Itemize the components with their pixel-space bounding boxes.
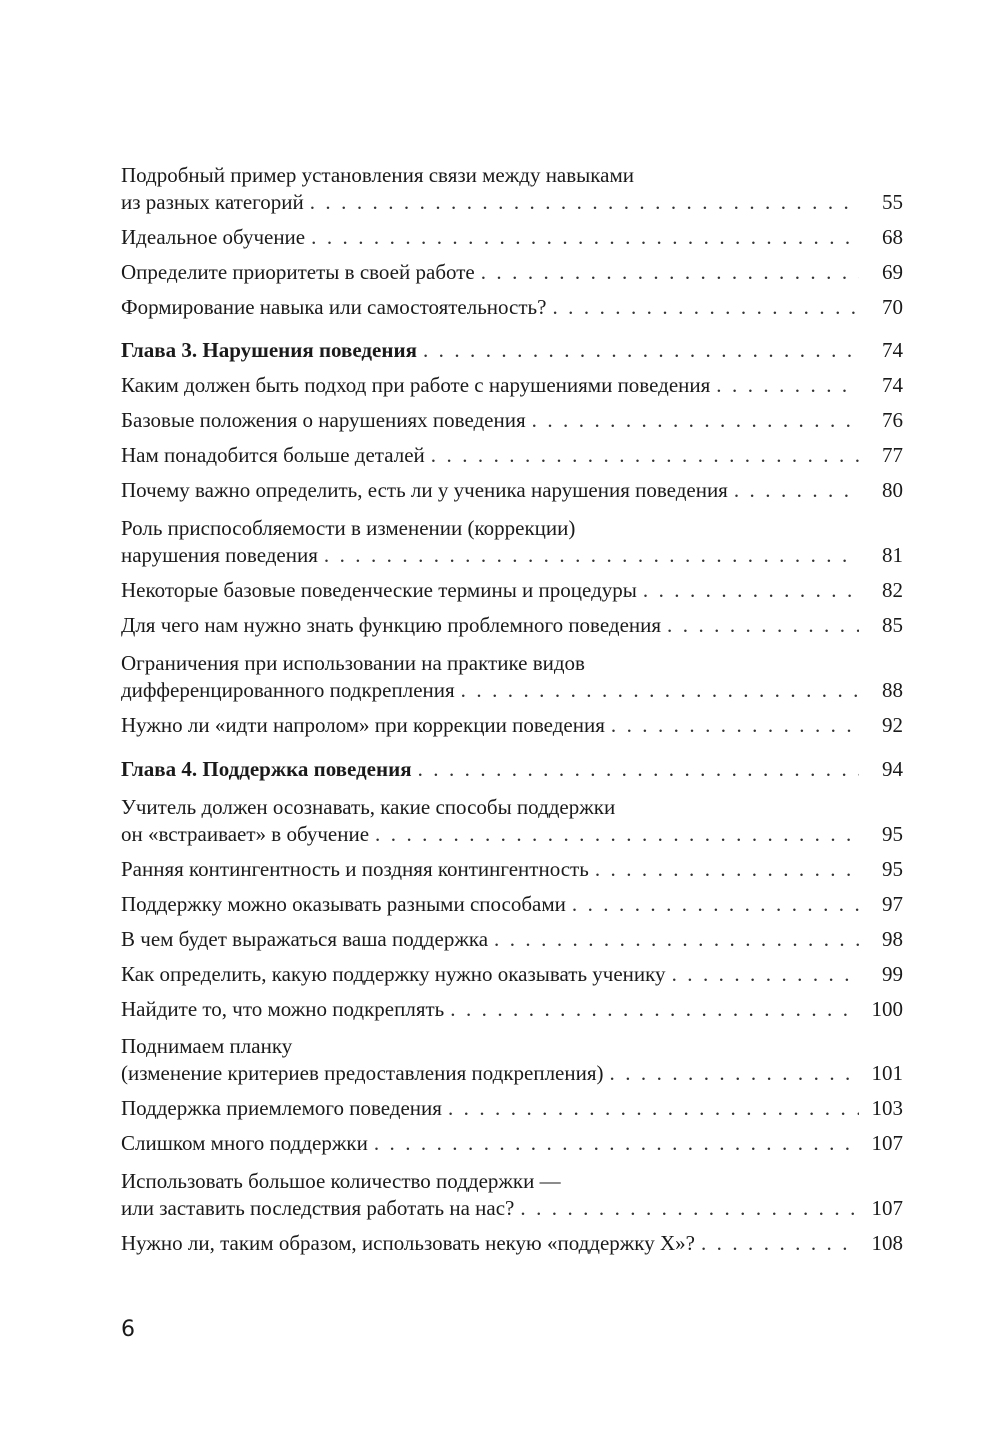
toc-page-number: 97 (882, 891, 903, 916)
toc-entry (121, 443, 903, 468)
toc-entry (121, 1096, 903, 1121)
toc-page-number: 98 (882, 926, 903, 951)
toc-entry-row (121, 1096, 903, 1121)
toc-entry-title: Ранняя контингентность и поздняя контингентность (121, 856, 589, 881)
dot-leader (643, 578, 859, 603)
toc-entry (121, 962, 903, 987)
toc-entry-title: Как определить, какую поддержку нужно оказывать ученику (121, 961, 666, 986)
toc-entry (121, 997, 903, 1022)
toc-entry (121, 578, 903, 603)
dot-leader (667, 613, 859, 638)
toc-entry-title: Нужно ли «идти напролом» при коррекции поведения (121, 713, 605, 738)
toc-entry-title: Определите приоритеты в своей работе (121, 259, 475, 284)
toc-entry (121, 373, 903, 398)
toc-entry-row (121, 543, 903, 568)
toc-section (121, 160, 903, 320)
toc-entry-title: из разных категорий (121, 190, 304, 214)
toc-entry-row (121, 927, 903, 952)
toc-page-number: 101 (871, 1061, 903, 1086)
dot-leader (716, 373, 859, 398)
toc-page-number: 81 (882, 543, 903, 568)
dot-leader (375, 822, 859, 847)
toc-entry-title: Идеальное обучение (121, 224, 306, 249)
toc-page-number: 82 (882, 578, 903, 603)
toc-entry-row (121, 822, 903, 847)
dot-leader (461, 678, 859, 703)
toc-entry (121, 260, 903, 285)
toc-page-number: 88 (882, 678, 903, 703)
toc-entry (121, 648, 903, 703)
toc-entry-row (121, 190, 903, 215)
dot-leader (552, 295, 859, 320)
toc-entry (121, 1131, 903, 1156)
toc-entry-row (121, 1231, 903, 1256)
toc-page-number: 94 (882, 756, 903, 781)
toc-entry (121, 1166, 903, 1221)
toc-entry-title: дифференцированного подкрепления (121, 678, 455, 703)
toc-entry (121, 160, 903, 215)
toc-entry-title: Нам понадобится больше деталей (121, 443, 425, 468)
toc-page-number: 107 (871, 1131, 903, 1156)
toc-entry-row (121, 892, 903, 917)
toc-entry-row (121, 757, 903, 782)
toc-entry-title-line: Использовать большое количество поддержки — (121, 1169, 561, 1194)
dot-leader (431, 443, 859, 468)
toc-entry-row (121, 260, 903, 285)
toc-entry (121, 295, 903, 320)
toc-entry-row (121, 962, 903, 987)
dot-leader (734, 478, 859, 503)
dot-leader (450, 997, 859, 1022)
toc-entry-title: он «встраивает» в обучение (121, 821, 370, 846)
toc-page-number: 77 (882, 443, 903, 468)
dot-leader (418, 757, 859, 782)
toc-entry (121, 927, 903, 952)
toc-entry-row (121, 678, 903, 703)
dot-leader (672, 962, 859, 987)
dot-leader (701, 1231, 859, 1256)
toc-entry (121, 1031, 903, 1086)
toc-entry-title: Глава 3. Нарушения поведения (121, 338, 417, 363)
toc-page-number: 76 (882, 408, 903, 433)
toc-entry (121, 613, 903, 638)
dot-leader (311, 225, 859, 250)
toc-entry (121, 1231, 903, 1256)
toc-entry-title-line: Поднимаем планку (121, 1034, 293, 1059)
toc-entry-title: Почему важно определить, есть ли у ученика нарушения поведения (121, 478, 728, 503)
dot-leader (423, 338, 859, 363)
toc-entry-title-line: Роль приспособляемости в изменении (коррекции) (121, 516, 576, 541)
toc-entry-title: Для чего нам нужно знать функцию проблемного поведения (121, 613, 662, 638)
toc-entry-row (121, 373, 903, 398)
toc-entry-title-line: Учитель должен осознавать, какие способы поддержки (121, 794, 616, 819)
toc-entry-row (121, 1131, 903, 1156)
dot-leader (532, 408, 859, 433)
toc-entry (121, 713, 903, 738)
toc-page-number: 80 (882, 478, 903, 503)
dot-leader (324, 543, 859, 568)
toc-entry-title-line: Подробный пример установления связи между навыками (121, 163, 635, 187)
toc-entry (121, 857, 903, 882)
dot-leader (611, 713, 859, 738)
dot-leader (572, 892, 859, 917)
dot-leader (374, 1131, 859, 1156)
dot-leader (595, 857, 859, 882)
dot-leader (494, 927, 859, 952)
toc-page-number: 70 (882, 294, 903, 319)
toc-page-number: 85 (882, 613, 903, 638)
toc-entry-row (121, 613, 903, 638)
toc-entry-title: или заставить последствия работать на нас? (121, 1196, 515, 1221)
toc-entry-title: Базовые положения о нарушениях поведения (121, 408, 526, 433)
toc-page-number: 100 (871, 996, 903, 1021)
toc-page-number: 99 (882, 961, 903, 986)
toc-entry-row (121, 1061, 903, 1086)
toc-entry-row (121, 478, 903, 503)
toc-entry-row (121, 338, 903, 363)
toc-entry-row (121, 578, 903, 603)
toc-page-number: 69 (882, 259, 903, 284)
toc-page-number: 95 (882, 856, 903, 881)
toc-entry (121, 478, 903, 503)
toc-entry-title: Слишком много поддержки (121, 1131, 368, 1156)
page-number: 6 (121, 1317, 135, 1342)
toc-entry-row (121, 1196, 903, 1221)
toc-page-number: 74 (882, 373, 903, 398)
toc-entry-title: Каким должен быть подход при работе с нарушениями поведения (121, 373, 711, 398)
toc-entry-title: Найдите то, что можно подкреплять (121, 996, 445, 1021)
dot-leader (448, 1096, 859, 1121)
toc-chapter-heading (121, 338, 903, 363)
toc-entry-row (121, 857, 903, 882)
toc-entry-title: нарушения поведения (121, 543, 318, 568)
toc-entry-title: Формирование навыка или самостоятельность? (121, 294, 547, 319)
toc-page-number: 95 (882, 821, 903, 846)
toc-entry (121, 792, 903, 847)
toc-entry-row (121, 713, 903, 738)
toc-page-number: 103 (871, 1096, 903, 1121)
toc-entry-title: Поддержку можно оказывать разными способами (121, 891, 566, 916)
toc-section (121, 757, 903, 1257)
toc-entry-title: Некоторые базовые поведенческие термины и процедуры (121, 578, 637, 603)
toc-entry-title: Нужно ли, таким образом, использовать некую «поддержку X»? (121, 1231, 695, 1256)
table-of-contents (121, 160, 903, 1266)
toc-page-number: 108 (871, 1231, 903, 1256)
toc-entry-title-line: Ограничения при использовании на практике видов (121, 651, 585, 676)
toc-entry-row (121, 997, 903, 1022)
toc-page-number: 68 (882, 224, 903, 249)
toc-page-number: 107 (871, 1196, 903, 1221)
toc-entry (121, 513, 903, 568)
toc-page-number: 74 (882, 338, 903, 363)
toc-chapter-heading (121, 757, 903, 782)
toc-entry-title: (изменение критериев предоставления подкрепления) (121, 1061, 604, 1086)
toc-entry-row (121, 225, 903, 250)
toc-entry-title: Поддержка приемлемого поведения (121, 1096, 442, 1121)
toc-entry-row (121, 295, 903, 320)
toc-entry-title: В чем будет выражаться ваша поддержка (121, 926, 489, 951)
toc-entry (121, 225, 903, 250)
toc-section (121, 338, 903, 738)
toc-entry-title: Глава 4. Поддержка поведения (121, 756, 412, 781)
toc-page-number: 92 (882, 713, 903, 738)
dot-leader (481, 260, 859, 285)
dot-leader (520, 1196, 859, 1221)
toc-entry (121, 408, 903, 433)
toc-entry-row (121, 408, 903, 433)
toc-page-number: 55 (882, 190, 903, 214)
dot-leader (610, 1061, 859, 1086)
dot-leader (310, 190, 859, 215)
toc-entry-row (121, 443, 903, 468)
toc-entry (121, 892, 903, 917)
